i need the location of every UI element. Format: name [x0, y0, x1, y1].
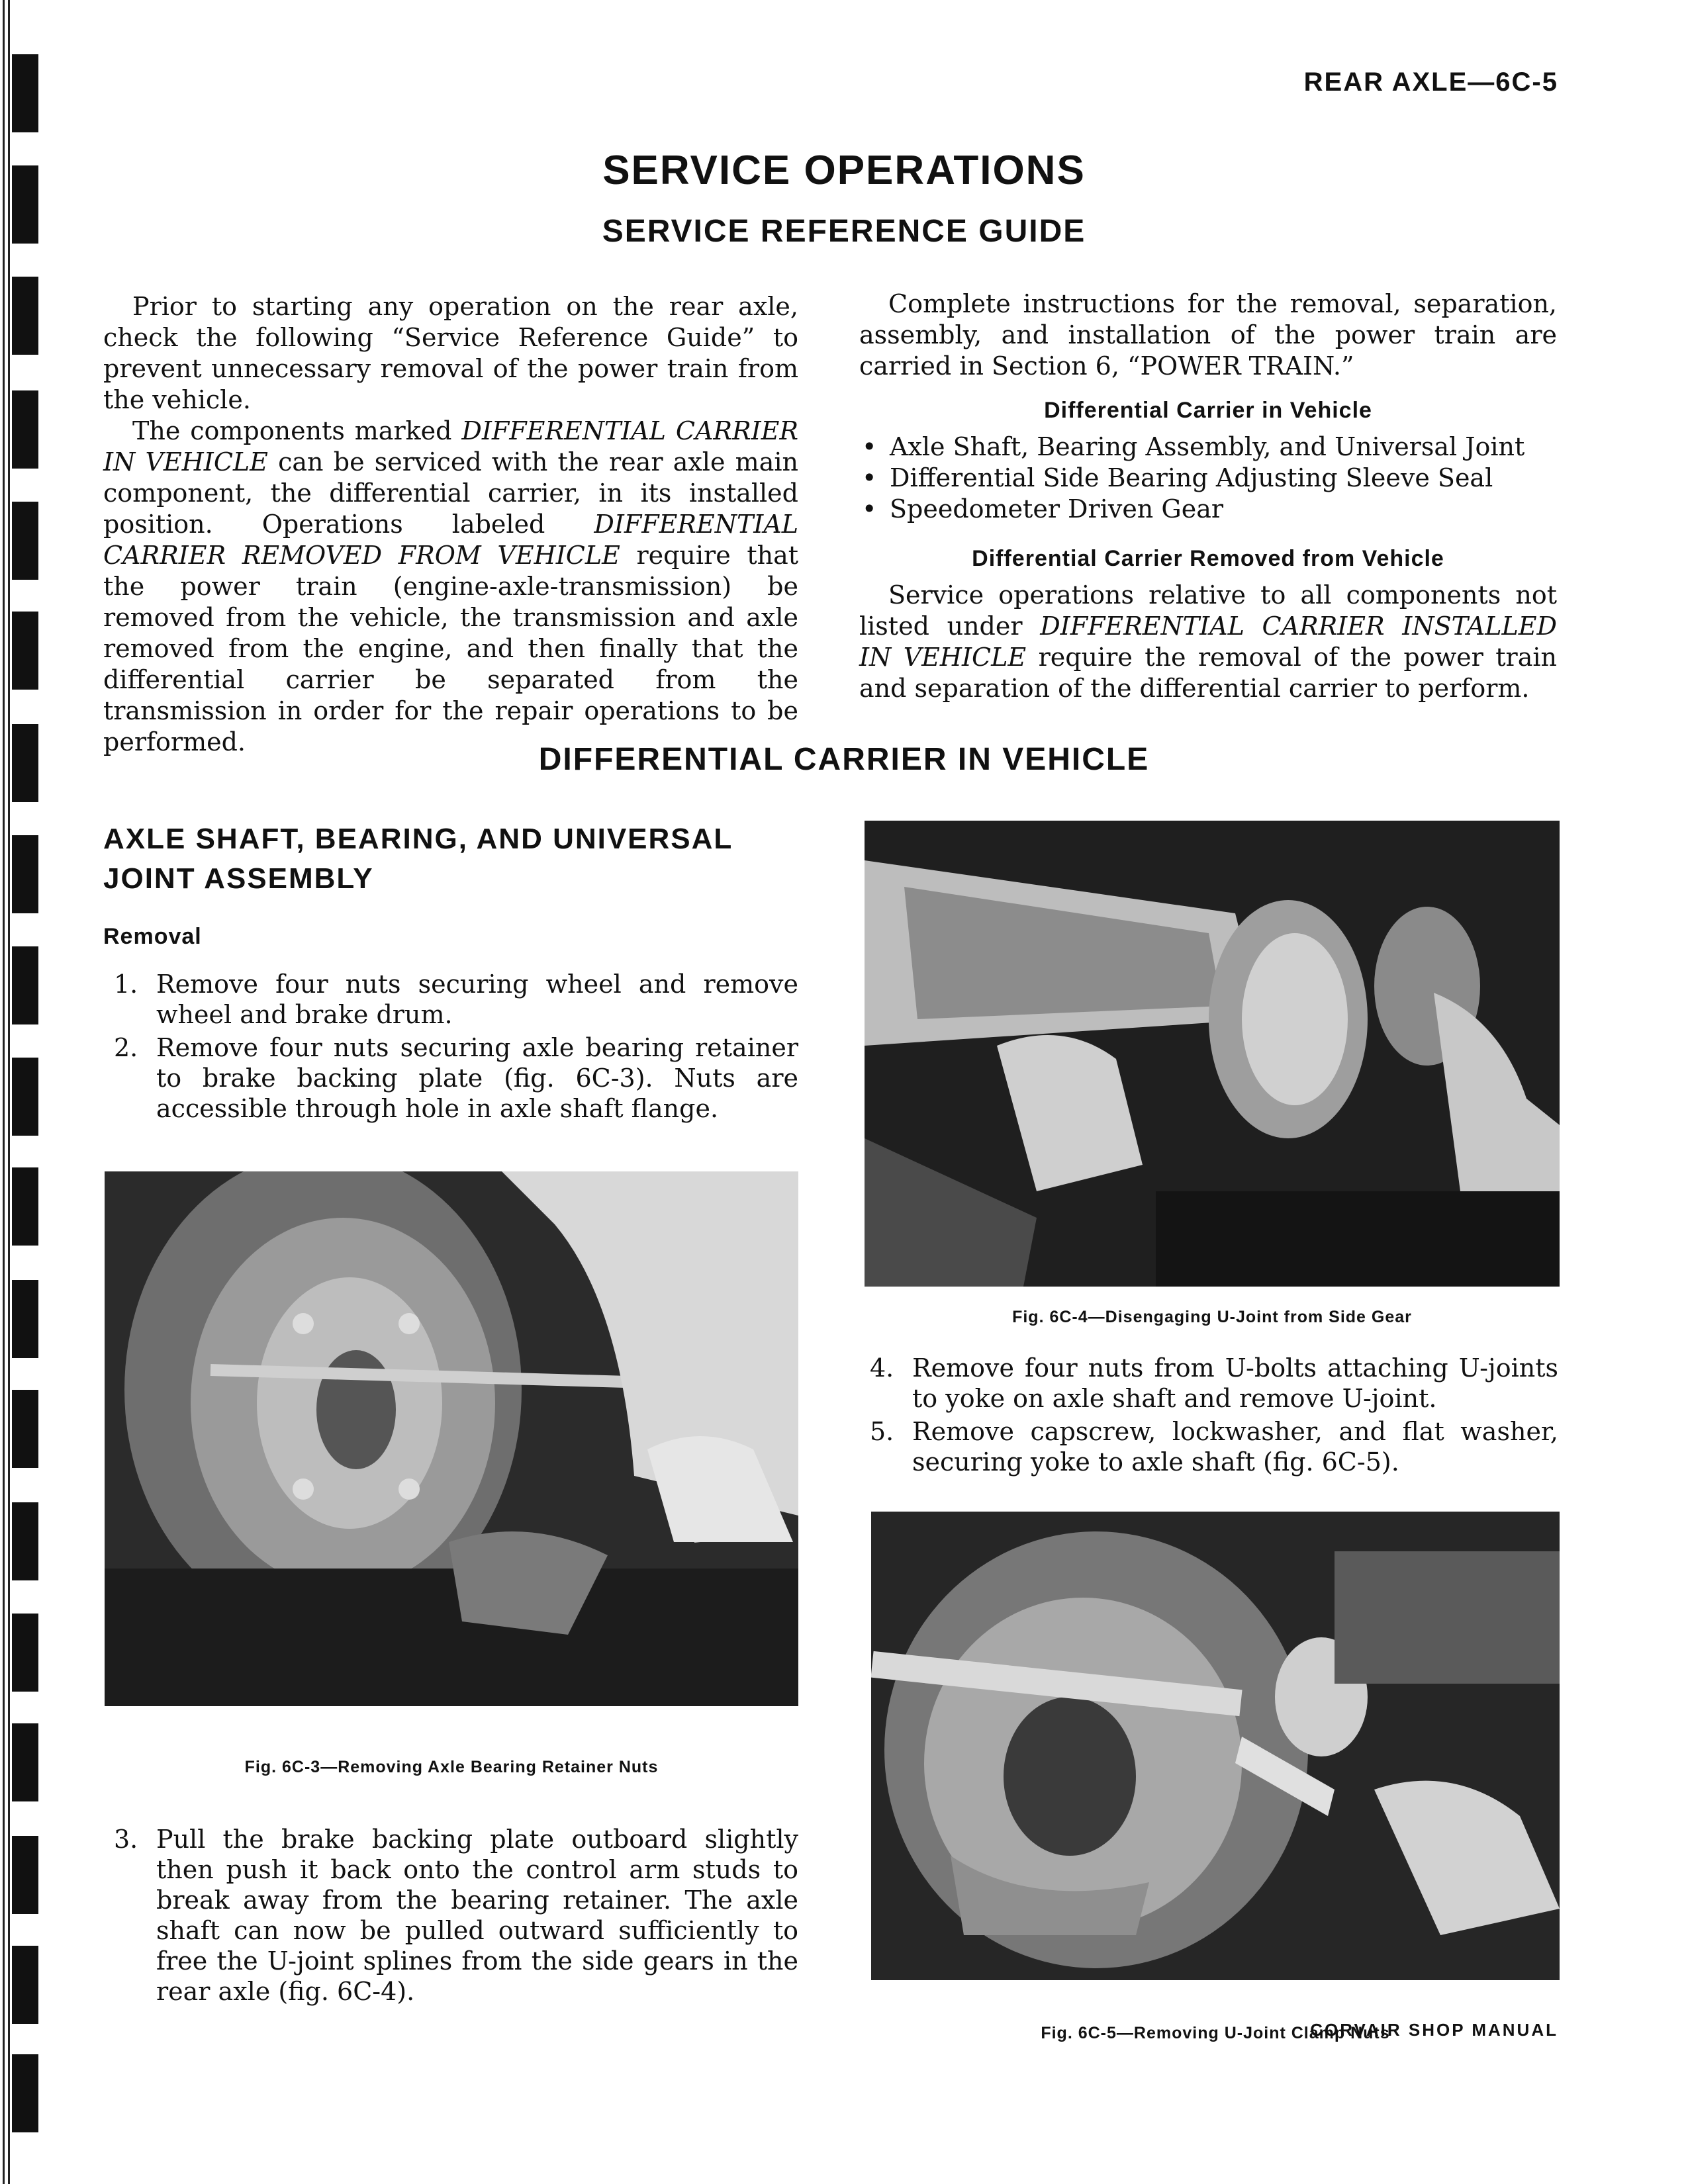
intro-left-column: [103, 291, 798, 758]
list-item: 3. Pull the brake backing plate outboard slightly then push it back onto the control arm studs to break away from the bearing retainer. The axle shaft can now be pulled outward sufficiently to free the U-joint splines from the side gears in the rear axle (fig. 6C-4).: [114, 1825, 798, 2006]
steps-list-a: [103, 969, 798, 1126]
binding-mark: [12, 1723, 38, 1801]
figure-photo: [105, 1171, 798, 1706]
list-item: 2. Remove four nuts securing axle bearing retainer to brake backing plate (fig. 6C-3). Nuts are accessible through hole in axle shaft flange.: [114, 1033, 798, 1123]
binding-mark: [12, 1280, 38, 1358]
figure-caption: Fig. 6C-4—Disengaging U-Joint from Side Gear: [1012, 1308, 1412, 1326]
binding-mark: [12, 835, 38, 913]
binding-mark: [12, 1946, 38, 2024]
binding-mark: [12, 1058, 38, 1136]
removed-heading: Differential Carrier Removed from Vehicle: [972, 546, 1444, 571]
section-heading: DIFFERENTIAL CARRIER IN VEHICLE: [538, 742, 1150, 777]
list-item: 1. Remove four nuts securing wheel and remove wheel and brake drum.: [114, 970, 798, 1029]
intro-paragraph: Prior to starting any operation on the rear axle, check the following “Service Reference Guide” to prevent unnecessary removal of the power train from the vehicle.: [103, 292, 798, 414]
binding-mark: [12, 390, 38, 469]
figure-caption: Fig. 6C-3—Removing Axle Bearing Retainer Nuts: [244, 1758, 659, 1776]
binding-mark: [12, 1614, 38, 1692]
figure-photo: [871, 1512, 1560, 1980]
list-item: 5. Remove capscrew, lockwasher, and flat washer, securing yoke to axle shaft (fig. 6C-5).: [870, 1417, 1558, 1477]
steps-list-b: [103, 1824, 798, 2009]
binding-rule: [3, 0, 5, 2184]
page-subtitle: SERVICE REFERENCE GUIDE: [602, 214, 1086, 249]
figure-caption: Fig. 6C-5—Removing U-Joint Clamp Nuts: [1041, 2024, 1390, 2042]
list-item: • Axle Shaft, Bearing Assembly, and Universal Joint: [862, 432, 1525, 461]
binding-mark: [12, 277, 38, 355]
list-item: 4. Remove four nuts from U-bolts attaching U-joints to yoke on axle shaft and remove U-joint.: [870, 1353, 1558, 1413]
page-header: REAR AXLE—6C-5: [1303, 68, 1558, 97]
intro-paragraph: Complete instructions for the removal, separation, assembly, and installation of the power train are carried in Section 6, “POWER TRAIN.”: [859, 289, 1557, 381]
intro-paragraph: The components marked DIFFERENTIAL CARRIER IN VEHICLE can be serviced with the rear axle main component, the differential carrier, in its installed position. Operations labeled DIFFERENTIAL CARRIER REMOVED FROM VEHICLE require that the power train (engine-axle-transmission) be removed from the vehicle, the transmission and axle removed from the engine, and then finally that the differential carrier be separated from the transmission in order for the repair operations to be performed.: [103, 416, 799, 756]
binding-mark: [12, 1836, 38, 1914]
page-footer: CORVAIR SHOP MANUAL: [1310, 2020, 1558, 2040]
figure-photo: [865, 821, 1560, 1287]
binding-mark: [12, 1502, 38, 1580]
binding-mark: [12, 946, 38, 1024]
binding-mark: [12, 2054, 38, 2132]
service-list: [859, 432, 1557, 525]
subsection-heading: AXLE SHAFT, BEARING, AND UNIVERSAL JOINT ASSEMBLY: [103, 823, 733, 895]
removal-heading: Removal: [103, 924, 202, 949]
binding-mark: [12, 54, 38, 132]
page-title: SERVICE OPERATIONS: [602, 148, 1086, 193]
binding-rule: [8, 0, 10, 2184]
binding-mark: [12, 612, 38, 690]
list-item: • Differential Side Bearing Adjusting Sleeve Seal: [862, 463, 1493, 492]
binding-mark: [12, 502, 38, 580]
intro-paragraph: Service operations relative to all components not listed under DIFFERENTIAL CARRIER INSTALLED IN VEHICLE require the removal of the power train and separation of the differential carrier to perform.: [859, 580, 1557, 703]
steps-list-c: [859, 1353, 1558, 1480]
list-item: • Speedometer Driven Gear: [862, 494, 1224, 523]
binding-mark: [12, 1167, 38, 1246]
binding-mark: [12, 1390, 38, 1468]
in-vehicle-heading: Differential Carrier in Vehicle: [1044, 398, 1372, 423]
intro-right-column: [859, 289, 1557, 704]
